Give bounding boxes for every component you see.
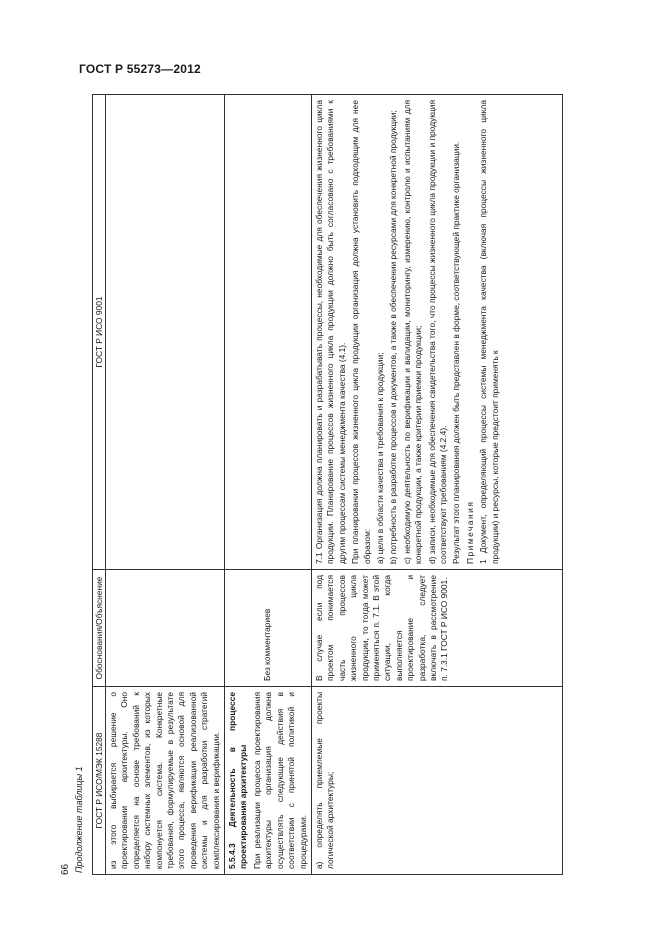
clause-text: Результат этого планирования должен быть представлен в форме, соответствующей практике организации.	[451, 141, 462, 564]
table-cell: В случае если под проектом понимается часть процессов жизненного цикла продукции, то тогда может применяться п. 7.1. В этой ситуации, когда выполняется проектирование и разработка, следует включать в рассмотрение п. 7.3.1 ГОСТ Р ИСО 9001.	[311, 570, 562, 687]
section-heading: 5.5.4.3 Деятельность в процессе проектирования архитектуры	[227, 692, 249, 869]
column-header-iso15288: ГОСТ Р ИСО/МЭК 15288	[93, 687, 106, 875]
column-header-justification: Обоснования/Объяснение	[93, 570, 106, 687]
document-header: ГОСТ Р 55273—2012	[79, 62, 201, 76]
table-cell: а) определять приемлемые проекты логической архитектуры;	[311, 687, 562, 875]
table-continuation-caption: Продолжение таблицы 1	[74, 766, 84, 873]
table-cell	[225, 570, 312, 687]
table-row	[225, 95, 312, 875]
table-cell	[225, 95, 312, 570]
notes-heading: Примечания	[464, 500, 475, 564]
clause-text: 7.1 Организация должна планировать и разрабатывать процессы, необходимые для обеспечения жизненного цикла продукции. Планирование процессов жизненного цикла продукции должно быть согласовано с требованиями к другим процессам системы менеджмента качества (4.1).	[313, 100, 347, 564]
page-number: 66	[60, 863, 71, 875]
rotated-page-content	[60, 95, 600, 875]
list-item: с) необходимую деятельность по верификации и валидации, мониторингу, измерению, контролю и испытаниям для конкретной продукции, а также критерии приемки продукции;	[401, 100, 424, 564]
column-header-iso9001: ГОСТ Р ИСО 9001	[93, 95, 106, 570]
list-item: b) потребность в разработке процессов и документов, а также в обеспечении ресурсами для конкретной продукции;	[388, 110, 399, 564]
note-text: 1 Документ, определяющий процессы системы менеджмента качества (включая процессы жизненного цикла продукции) и ресурсы, которые предстоит применять к	[478, 100, 500, 564]
table-row	[106, 95, 225, 875]
list-item: а) цели в области качества и требования к продукции;	[374, 352, 385, 564]
table-cell	[106, 95, 225, 570]
table-cell	[106, 570, 225, 687]
table-cell	[311, 95, 562, 570]
clause-text: При планировании процессов жизненного цикла продукции организация должна установить подходящим для нее образом:	[350, 100, 372, 564]
no-comments-text: Без комментариев	[262, 608, 273, 681]
table-header-row	[93, 95, 106, 875]
table-cell: из этого выбирается решение о проектировании архитектуры. Оно определяется на основе требований к набору системных элементов, из которых компонуется система. Конкретные требования, формулируемые в результате этого процесса, являются основой для проведения верификации реализованной системы и для разработки стратегий комплексирования и верификации.	[106, 687, 225, 875]
list-item: d) записи, необходимые для обеспечения свидетельства того, что процессы жизненного цикла продукции и продукция соответствуют требованиям (4.2.4).	[426, 100, 448, 564]
section-text: При реализации процесса проектирования архитектуры организация должна осуществлять следующие действия в соответствии с принятой политикой и процедурами.	[251, 692, 308, 869]
table-row	[311, 95, 562, 875]
table-cell	[225, 687, 312, 875]
comparison-table	[92, 94, 563, 875]
